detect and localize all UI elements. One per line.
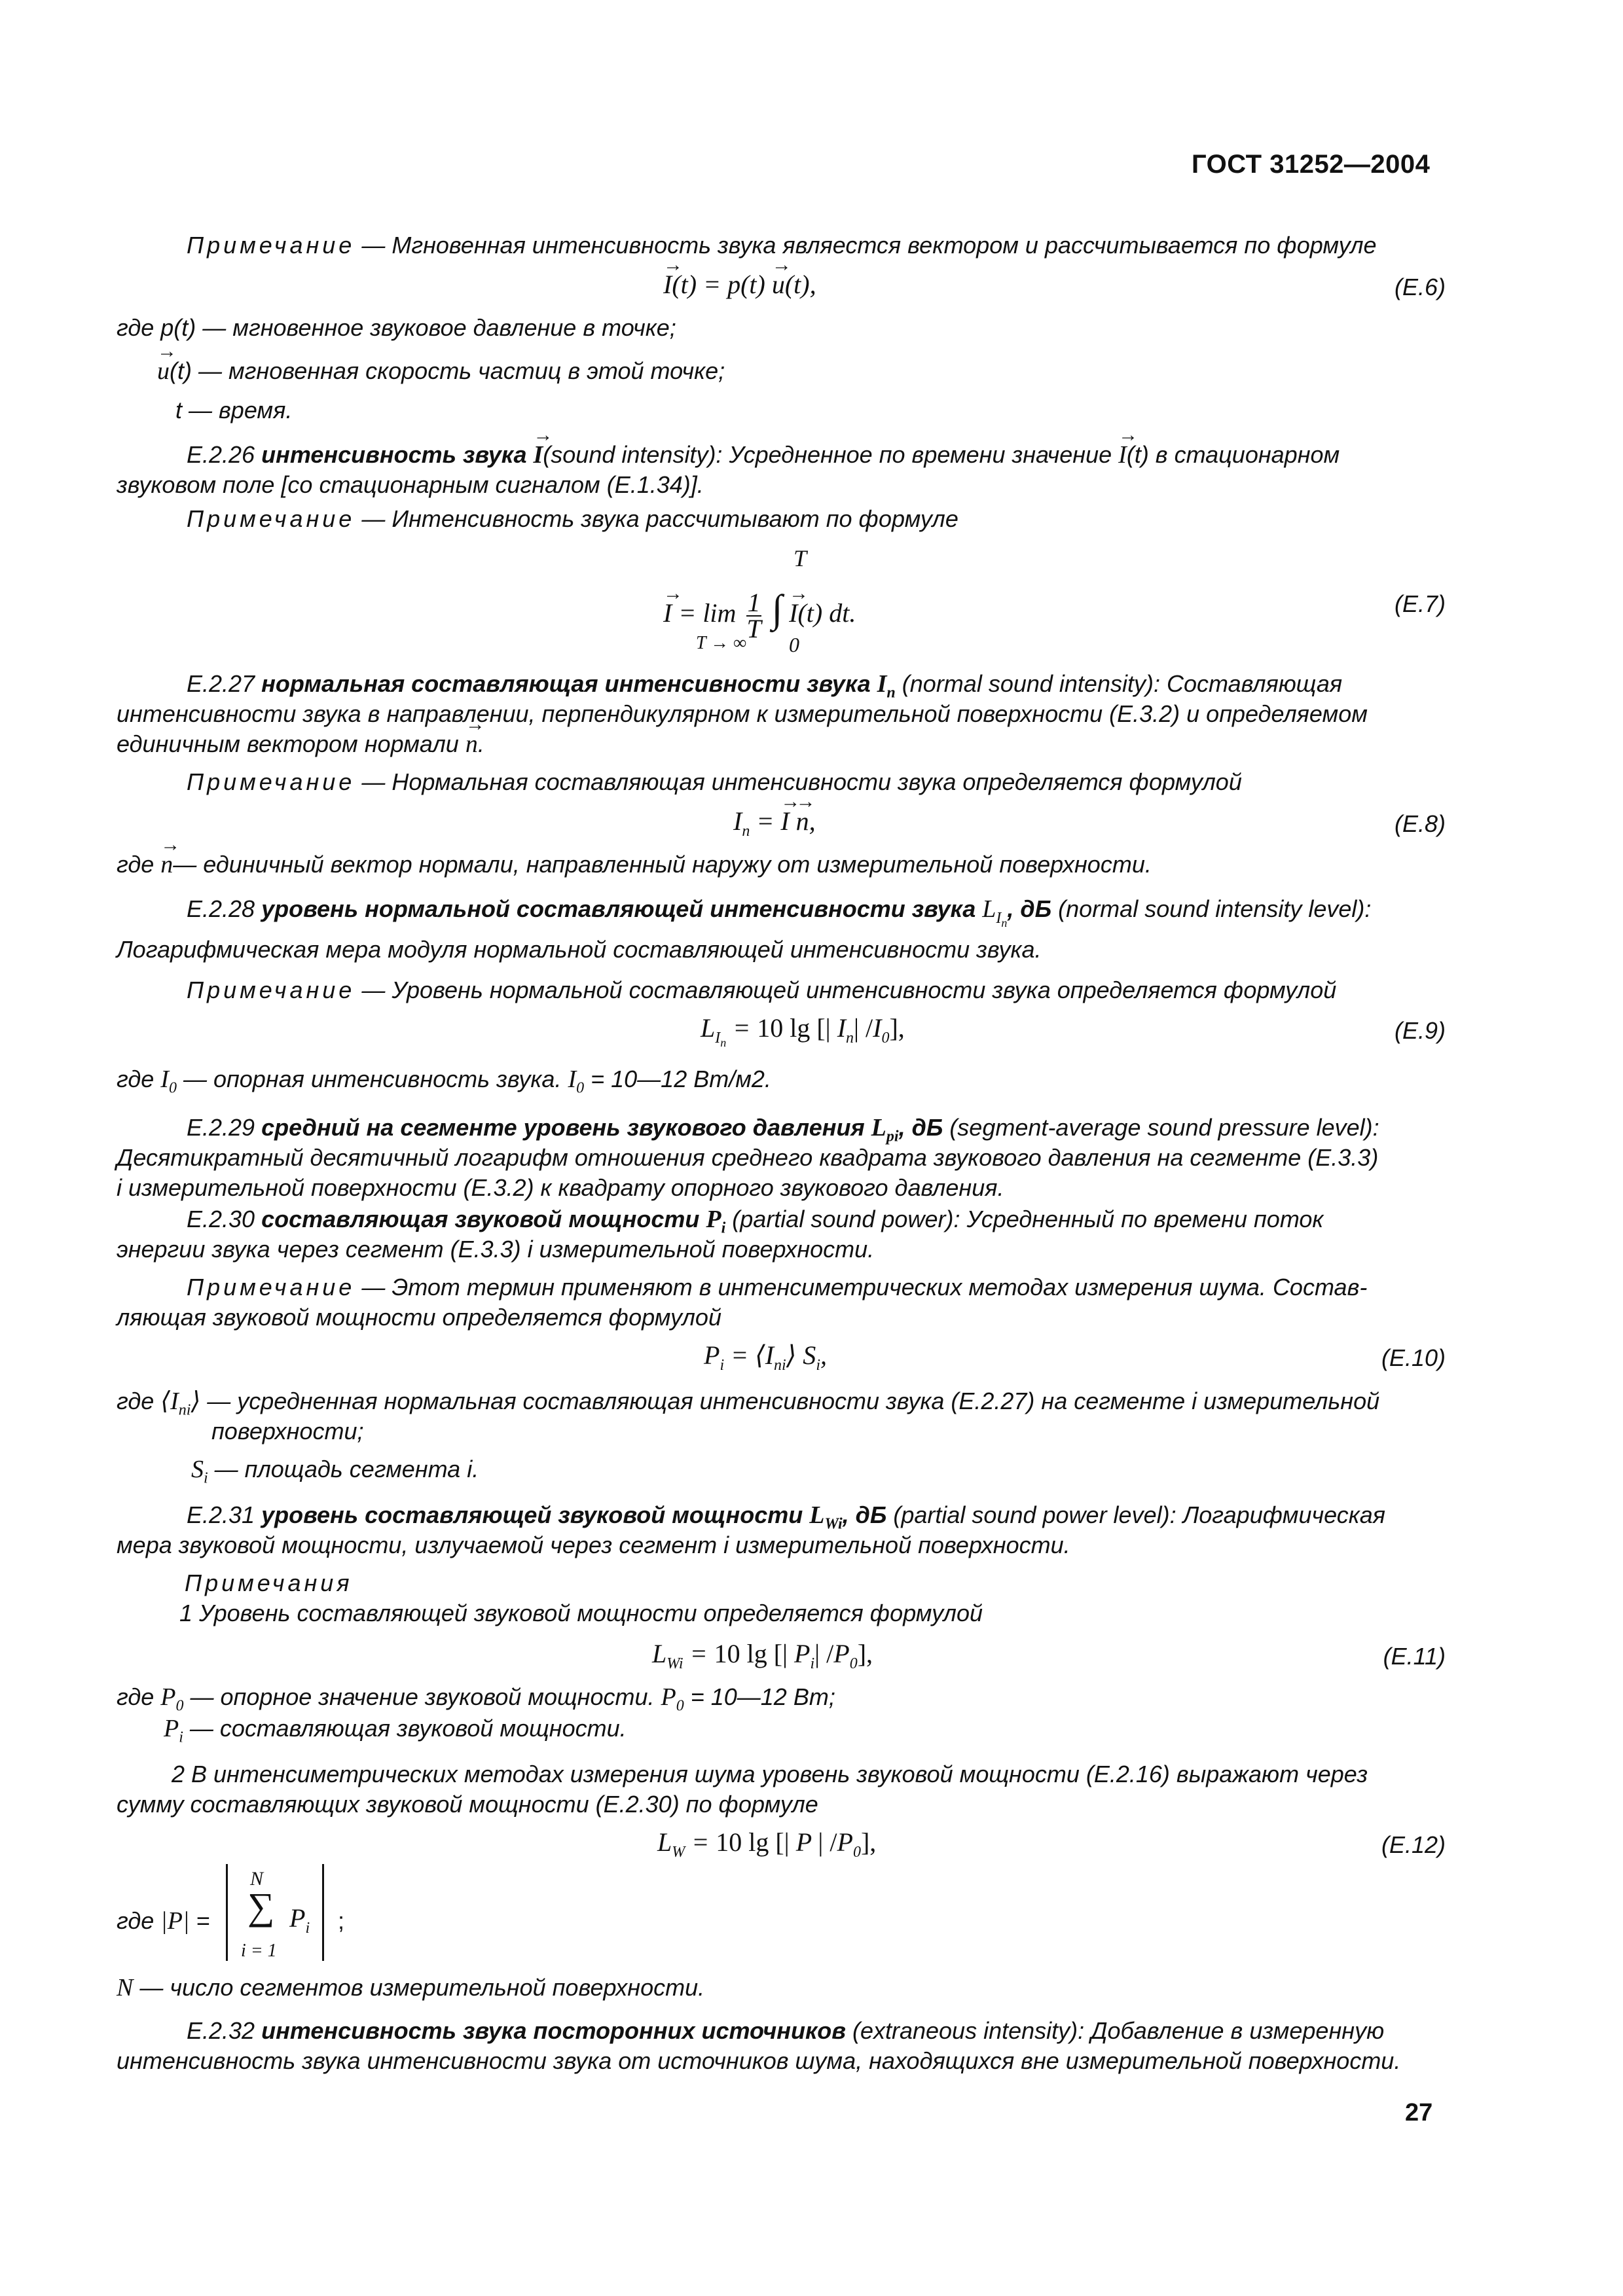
note-e12-intro-cont: сумму составляющих звуковой мощности (E.2.30) по формуле <box>117 1791 818 1818</box>
note-e10-intro-cont: ляющая звуковой мощности определяется формулой <box>117 1304 721 1331</box>
note-e8-intro: Примечание — Нормальная составляющая интенсивности звука определяется формулой <box>187 768 1242 795</box>
term-e229: E.2.29 средний на сегменте уровень звукового давления $L_{pi}$, дБ (segment-average sound pressure level): <box>187 1114 1379 1145</box>
sum-term: $P_i$ <box>289 1903 310 1937</box>
semicolon: ; <box>338 1907 345 1934</box>
term-e227-cont1: интенсивности звука в направлении, перпендикулярном к измерительной поверхности (E.3.2) и определяемом <box>117 700 1368 727</box>
term-e232: E.2.32 интенсивность звука посторонних источников (extraneous intensity): Добавление в измеренную <box>187 2017 1385 2044</box>
term-e227-cont2: единичным вектором нормали → n. <box>117 729 1446 759</box>
eq-num-e12: (E.12) <box>1381 1831 1446 1858</box>
document-code: ГОСТ 31252—2004 <box>1192 150 1431 179</box>
page-number: 27 <box>1405 2099 1433 2126</box>
term-e226: E.2.26 интенсивность звука → I(sound intensity): Усредненное по времени значение → I(t) в стационарном <box>187 440 1446 470</box>
formula-e11: $L_{Wi} = 10$ lg [| $P_i|$ $/P_0$], <box>652 1639 873 1672</box>
formula-e10: $P_i$ = $⟨I_{ni}⟩$ $S_i$, <box>704 1340 827 1374</box>
abs-bar-left <box>226 1864 228 1961</box>
formula-e7-limit: T → ∞ <box>696 633 747 653</box>
note-e10-intro: Примечание — Этот термин применяют в интенсиметрических методах измерения шума. Состав- <box>187 1274 1368 1300</box>
formula-e12: $L_W = 10$ lg [| P | $/P_0$], <box>657 1827 877 1861</box>
term-e230-cont: энергии звука через сегмент (E.3.3) i измерительной поверхности. <box>117 1236 875 1263</box>
where-pi: $P_i$ — составляющая звуковой мощности. <box>164 1715 627 1746</box>
term-e229-cont1: Десятикратный десятичный логарифм отношения среднего квадрата звукового давления на сегменте (E.3.3) <box>117 1144 1379 1171</box>
where-ini: где $⟨I_{ni}⟩$ — усредненная нормальная составляющая интенсивности звука (E.2.27) на сегменте i измерительной <box>117 1388 1380 1419</box>
where-i0: где $I_0$ — опорная интенсивность звука. $I_0$ = 10—12 Вт/м2. <box>117 1066 771 1097</box>
eq-num-e10: (E.10) <box>1381 1344 1446 1371</box>
formula-e7-upper: T <box>793 545 807 571</box>
abs-bar-right <box>322 1864 324 1961</box>
where-ini-cont: поверхности; <box>211 1418 364 1444</box>
note-e9-intro: Примечание — Уровень нормальной составляющей интенсивности звука определяется формулой <box>187 977 1337 1003</box>
term-e232-cont: интенсивность звука интенсивности звука от источников шума, находящихся вне измерительной поверхности. <box>117 2047 1401 2074</box>
term-e227: E.2.27 нормальная составляющая интенсивности звука $I_n$ (normal sound intensity): Составляющая <box>187 670 1343 702</box>
note-e12-intro: 2 В интенсиметрических методах измерения шума уровень звуковой мощности (E.2.16) выражают через <box>172 1761 1368 1787</box>
where-t: t — время. <box>175 397 293 423</box>
note-e7-intro: Примечание — Интенсивность звука рассчитывают по формуле <box>187 505 958 532</box>
notes-heading: Примечания <box>185 1570 353 1596</box>
where-p: где p(t) — мгновенное звуковое давление в точке; <box>117 314 676 341</box>
formula-e7-lower: 0 <box>789 633 799 656</box>
term-e229-cont2: i измерительной поверхности (E.3.2) к квадрату опорного звукового давления. <box>117 1174 1004 1201</box>
formula-e9: $L_{I_n} = 10$ lg [| $I_n|$ $/I_0$], <box>701 1013 905 1049</box>
eq-num-e8: (E.8) <box>1394 810 1446 837</box>
where-n: где → n— единичный вектор нормали, направленный наружу от измерительной поверхности. <box>117 850 1446 880</box>
sum-upper: N <box>250 1868 264 1890</box>
eq-num-e9: (E.9) <box>1394 1017 1446 1044</box>
eq-num-e7: (E.7) <box>1394 590 1446 617</box>
formula-e7: → I = lim $\frac{1}{T}$ ∫ → I(t) dt. <box>663 590 856 641</box>
sum-sign: ∑ <box>247 1885 275 1928</box>
sum-lower: i = 1 <box>241 1941 277 1961</box>
term-e228-cont: Логарифмическая мера модуля нормальной составляющей интенсивности звука. <box>117 936 1042 963</box>
note-e11-intro: 1 Уровень составляющей звуковой мощности определяется формулой <box>179 1600 983 1626</box>
term-e226-cont: звуковом поле [со стационарным сигналом (E.1.34)]. <box>117 471 704 498</box>
eq-num-e6: (E.6) <box>1394 274 1446 300</box>
term-e231: E.2.31 уровень составляющей звуковой мощности $L_{Wi}$, дБ (partial sound power level): Логарифмическая <box>187 1501 1385 1533</box>
term-e228: E.2.28 уровень нормальной составляющей интенсивности звука $L_{I_n}$, дБ (normal sound intensity level): <box>187 895 1372 929</box>
where-si: $S_i$ — площадь сегмента i. <box>191 1456 479 1487</box>
where-u: → u(t) — мгновенная скорость частиц в этой точке; <box>157 356 1486 386</box>
term-e231-cont: мера звуковой мощности, излучаемой через сегмент i измерительной поверхности. <box>117 1532 1070 1558</box>
formula-e6: → I(t) = p(t) → u(t), <box>663 270 816 300</box>
note-e6-intro: Примечание — Мгновенная интенсивность звука являестся вектором и рассчитывается по формуле <box>187 232 1377 259</box>
where-n-count: N — число сегментов измерительной поверхности. <box>117 1974 705 2001</box>
where-p0: где $P_0$ — опорное значение звуковой мощности. $P_0$ = 10—12 Вт; <box>117 1683 835 1715</box>
term-e230: E.2.30 составляющая звуковой мощности $P_i$ (partial sound power): Усредненный по времени поток <box>187 1206 1324 1237</box>
eq-num-e11: (E.11) <box>1383 1643 1446 1670</box>
formula-e8: $I_n$ = → I → n, <box>733 806 816 836</box>
where-abs-p: где |P| = <box>117 1907 210 1935</box>
